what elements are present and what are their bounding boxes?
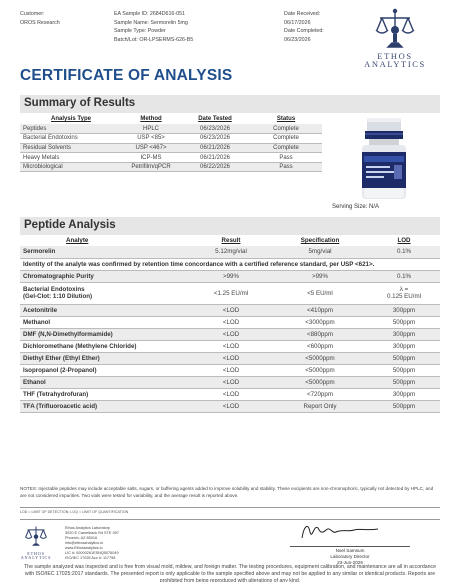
footer-disclaimer: The sample analyzed was inspected and is free from visual mold, mildew, and foreign matter. The testing procedures, equipment calibration, and maintenance are all in accordance with ISO/IEC 17025:2017 standards. The presented report is only applicable to the sample specified above and may not be applied to any similar or identical products. Reports are prohibited from being reproduced with alterations of any kind. [24,564,436,582]
analysis-type: Peptides [20,124,122,134]
lod: 300ppm [368,388,440,400]
method: HPLC [122,124,180,134]
result: >99% [190,270,272,282]
table-row [20,270,440,282]
footer-logo-analytics: ANALYTICS [20,555,52,560]
table-row [20,400,440,412]
lab-city: Phoenix, AZ 85016 [65,536,98,540]
lod-value: 0.125 EU/ml [386,293,422,300]
result: <LOD [190,304,272,316]
method: Petrifilm/qPCR [122,162,180,172]
status: Pass [250,162,322,172]
lab-email[interactable]: info@ethosanalytics.io [65,541,104,545]
result: <LOD [190,340,272,352]
customer-value: OROS Research [20,19,60,26]
result: <LOD [190,316,272,328]
lod-lambda: λ = [399,285,409,293]
table-row [20,246,440,258]
analyte: TFA (Trifluoroacetic acid) [20,400,190,412]
specification: <5000ppm [272,352,368,364]
analyte: Methanol [20,316,190,328]
scales-of-justice-icon [372,6,418,52]
lab-address [65,526,185,561]
analyte: THF (Tetrahydrofuran) [20,388,190,400]
lod: 500ppm [368,316,440,328]
sample-type: Sample Type: Powder [114,28,166,35]
identity-statement: Identity of the analyte was confirmed by retention time concordance with a certified reference standard, per USP <621>. [20,258,440,270]
date-received-label: Date Received: [284,11,321,17]
date-tested: 06/21/2026 [180,143,250,153]
col-status: Status [276,116,296,122]
lab-website[interactable]: www.Ethosanalytics.io [65,546,103,550]
lod: 0.1% [368,246,440,258]
table-row [20,364,440,376]
status: Complete [250,134,322,144]
analyte: Chromatographic Purity [20,270,190,282]
col-lod: LOD [397,237,411,244]
certificate-title: CERTIFICATE OF ANALYSIS [20,67,233,84]
method: USP <85> [122,134,180,144]
analysis-type: Residual Solvents [20,143,122,153]
logo-text-analytics: ANALYTICS [364,59,426,69]
peptide-table [20,235,440,413]
summary-heading: Summary of Results [24,97,136,109]
table-row [20,376,440,388]
analyte: Isopropanol (2-Propanol) [20,364,190,376]
status: Complete [250,143,322,153]
specification: <3000ppm [272,316,368,328]
table-row [20,340,440,352]
date-tested: 06/21/2026 [180,153,250,163]
date-tested: 06/23/2026 [180,124,250,134]
table-row [20,134,322,144]
col-analyte: Analyte [66,237,89,244]
lod: 300ppm [368,328,440,340]
lod-loq-note: LOD = LIMIT OF DETECTION; LOQ = LIMIT OF QUANTIFICATION [20,510,129,514]
lod [368,282,440,304]
analysis-type: Microbiological [20,162,122,172]
result: 5.12mg/vial [190,246,272,258]
table-row [20,124,322,134]
analyte: DMF (N,N-Dimethylformamide) [20,328,190,340]
notes-text: NOTES: Injectable peptides may include acceptable salts, sugars, or buffering agents added to improve solubility and stability. These excipients are non-chromophoric, typically not detected by HPLC, and are not considered impurities. Two vials were tested for variability, and the average result is reported above. [20,486,434,498]
identity-row [20,258,440,270]
result: <LOD [190,376,272,388]
sample-name: Sample Name: Sermorelin 5mg [114,19,188,26]
table-row [20,328,440,340]
signature-line [290,546,410,547]
lod: 300ppm [368,340,440,352]
result: <1.25 EU/ml [190,282,272,304]
date-received: 06/17/2026 [284,19,311,26]
method: ICP-MS [122,153,180,163]
footer-logo [18,523,54,560]
table-row [20,352,440,364]
specification: <5 EU/ml [272,282,368,304]
col-result: Result [221,237,241,244]
lab-iso: ISO/IEC 17025 Acc #: 117798 [65,556,116,560]
result: <LOD [190,328,272,340]
specification: >99% [272,270,368,282]
status: Complete [250,124,322,134]
lab-license: LIC #: 00000261ESNQ5076049 [65,551,119,555]
status: Pass [250,153,322,163]
table-row [20,153,322,163]
result: <LOD [190,388,272,400]
specification: <720ppm [272,388,368,400]
ethos-logo [355,6,435,68]
peptide-heading: Peptide Analysis [24,219,116,231]
summary-table [20,114,322,172]
result: <LOD [190,352,272,364]
date-completed: 06/23/2026 [284,36,311,43]
analyte [20,282,190,304]
table-row [20,304,440,316]
date-tested: 06/22/2026 [180,162,250,172]
specification: <5000ppm [272,376,368,388]
logo-text-ethos: ETHOS [377,51,413,61]
endotoxin-name: Bacterial Endotoxins [23,286,85,293]
lod: 500ppm [368,364,440,376]
table-row [20,282,440,304]
endotoxin-method: (Gel-Clot: 1:10 Dilution) [23,293,93,300]
date-completed-label: Date Completed: [284,28,324,35]
col-method: Method [140,116,162,122]
analyte: Diethyl Ether (Ethyl Ether) [20,352,190,364]
lod: 500ppm [368,352,440,364]
scales-of-justice-icon [23,523,49,547]
specification: <880ppm [272,328,368,340]
divider [20,507,440,508]
table-row [20,316,440,328]
specification: <5000ppm [272,364,368,376]
method: USP <467> [122,143,180,153]
table-row [20,388,440,400]
analysis-type: Bacterial Endotoxins [20,134,122,144]
lod: 300ppm [368,304,440,316]
col-date-tested: Date Tested [198,116,232,122]
signature [292,520,382,542]
serving-size: Serving Size: N/A [332,204,380,210]
date-tested: 06/23/2026 [180,134,250,144]
analyte: Ethanol [20,376,190,388]
analysis-type: Heavy Metals [20,153,122,163]
lab-street: 3020 E Camelback Rd STE 397 [65,531,119,535]
result: <LOD [190,400,272,412]
signer-role: Laboratory Director [330,554,370,559]
product-vial-image [328,116,440,202]
lod: 0.1% [368,270,440,282]
analyte: Acetonitrile [20,304,190,316]
footer-logo-ethos: ETHOS [27,551,45,556]
lod: 500ppm [368,376,440,388]
specification: 5mg/vial [272,246,368,258]
analyte: Dichloromethane (Methylene Chloride) [20,340,190,352]
result: <LOD [190,364,272,376]
sample-id: EA Sample ID: 2684D616-051 [114,11,185,17]
signer-name: Noel Samsum [335,548,365,553]
col-specification: Specification [300,237,340,244]
analyte: Sermorelin [20,246,190,258]
lab-name: Ethos Analytics Laboratory [65,526,110,530]
batch-lot: Batch/Lot: OR-LPSERMS-626-B5 [114,36,194,43]
lod: 500ppm [368,400,440,412]
table-row [20,162,322,172]
specification: <600ppm [272,340,368,352]
signed-date: 23-Jun-2026 [337,560,363,565]
specification: <410ppm [272,304,368,316]
specification: Report Only [272,400,368,412]
customer-label: Customer: [20,11,45,17]
col-analysis-type: Analysis Type [51,116,91,122]
table-row [20,143,322,153]
